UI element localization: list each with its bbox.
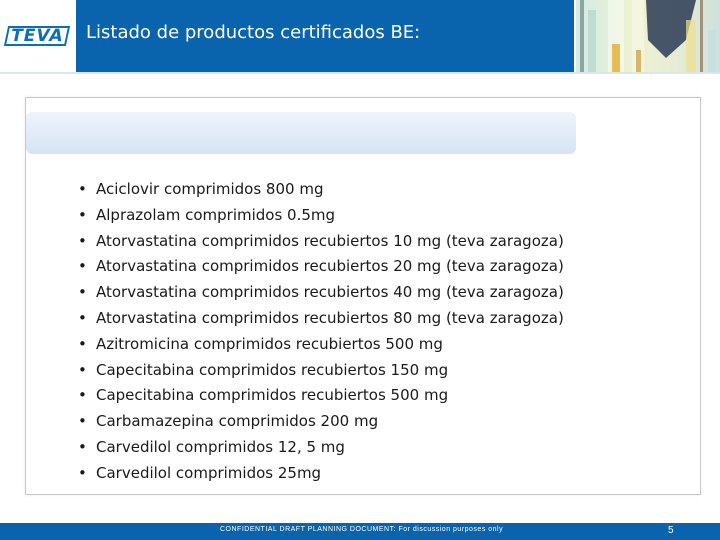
slide-footer	[0, 523, 720, 540]
lab-glassware-image	[576, 0, 720, 72]
page-number: 5	[668, 525, 674, 536]
list-item	[78, 461, 564, 487]
list-item-text: Capecitabina comprimidos recubiertos 500 mg	[96, 386, 449, 405]
slide-title: Listado de productos certificados BE:	[86, 22, 421, 43]
bullet-icon: •	[78, 283, 87, 302]
bullet-icon: •	[78, 308, 87, 327]
list-item	[78, 306, 564, 332]
bullet-icon: •	[78, 437, 87, 456]
list-item	[78, 177, 564, 203]
list-item-text: Capecitabina comprimidos recubiertos 150 mg	[96, 360, 449, 379]
subtitle-bar	[26, 112, 576, 154]
list-item	[78, 332, 564, 358]
list-item	[78, 358, 564, 384]
list-item-text: Atorvastatina comprimidos recubiertos 40 mg (teva zaragoza)	[96, 283, 564, 302]
list-item	[78, 409, 564, 435]
confidential-notice: CONFIDENTIAL DRAFT PLANNING DOCUMENT: For discussion purposes only	[220, 526, 504, 533]
list-item-text: Atorvastatina comprimidos recubiertos 80 mg (teva zaragoza)	[96, 308, 564, 327]
list-item-text: Alprazolam comprimidos 0.5mg	[96, 205, 336, 224]
bullet-icon: •	[78, 386, 87, 405]
list-item-text: Carvedilol comprimidos 25mg	[96, 463, 322, 482]
product-list	[78, 177, 564, 487]
laboratory-photo	[576, 0, 720, 72]
list-item	[78, 435, 564, 461]
list-item-text: Atorvastatina comprimidos recubiertos 10 mg (teva zaragoza)	[96, 231, 564, 250]
bullet-icon: •	[78, 231, 87, 250]
bullet-icon: •	[78, 334, 87, 353]
list-item	[78, 203, 564, 229]
bullet-icon: •	[78, 257, 87, 276]
logo-container	[0, 0, 74, 72]
list-item-text: Carvedilol comprimidos 12, 5 mg	[96, 437, 345, 456]
bullet-icon: •	[78, 180, 87, 198]
list-item	[78, 280, 564, 306]
list-item	[78, 254, 564, 280]
bullet-icon: •	[78, 360, 87, 379]
header-divider	[0, 72, 720, 74]
bullet-icon: •	[78, 412, 87, 431]
list-item-text: Carbamazepina comprimidos 200 mg	[96, 412, 379, 431]
list-item-text: Atorvastatina comprimidos recubiertos 20 mg (teva zaragoza)	[96, 257, 564, 276]
list-item-text: Azitromicina comprimidos recubiertos 500 mg	[96, 334, 443, 353]
teva-logo: TEVA	[4, 26, 71, 46]
bullet-icon: •	[78, 205, 87, 224]
list-item	[78, 383, 564, 409]
slide-header	[0, 0, 720, 72]
bullet-icon: •	[78, 463, 87, 482]
list-item	[78, 229, 564, 255]
title-bar	[76, 0, 574, 72]
list-item-text: Aciclovir comprimidos 800 mg	[96, 180, 324, 198]
